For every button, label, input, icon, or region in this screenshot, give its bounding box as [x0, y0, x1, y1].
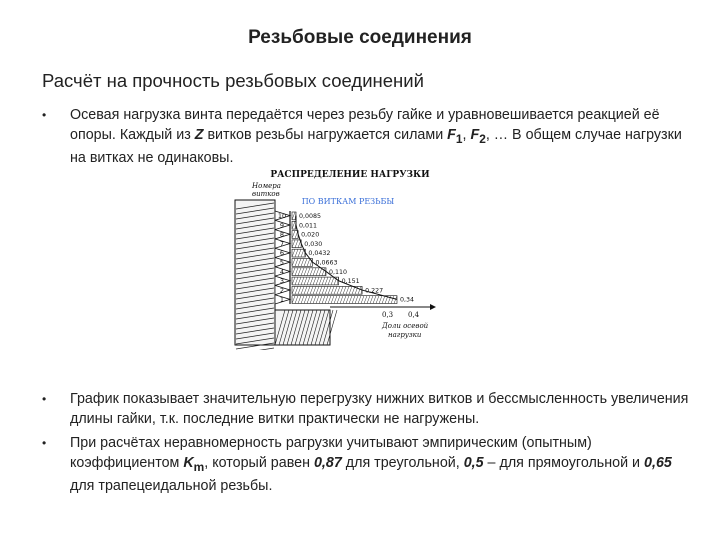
- load-value-label: 0,227: [365, 287, 384, 295]
- bullet-text: График показывает значительную перегрузку нижних витков и бессмысленность увеличения длины гайки, т.к. последние витки практически не нагружены.: [70, 391, 689, 427]
- load-value-label: 0,030: [304, 240, 323, 248]
- thread-number: 8: [279, 230, 285, 239]
- bullet-marker: •: [42, 436, 47, 450]
- load-distribution-diagram: [230, 165, 445, 350]
- thread-number: 5: [279, 258, 285, 267]
- load-value-label: 0,110: [328, 268, 348, 276]
- axis-tick-1: 0,3: [382, 311, 394, 319]
- side-label-2: витков: [252, 190, 280, 198]
- load-value-label: 0,020: [301, 231, 320, 239]
- section-title: Расчёт на прочность резьбовых соединений: [42, 70, 424, 91]
- thread-number: 3: [279, 277, 285, 286]
- thread-number: 10: [277, 212, 287, 220]
- thread-number: 1: [279, 295, 285, 304]
- load-value-label: 0,34: [400, 296, 415, 304]
- figure-subtitle-text: ПО ВИТКАМ РЕЗЬБЫ: [301, 197, 395, 206]
- thread-number: 2: [279, 286, 285, 295]
- thread-number: 4: [279, 267, 285, 276]
- axis-tick-2: 0,4: [408, 311, 420, 319]
- bullet-marker: •: [42, 392, 47, 406]
- thread-number: 7: [279, 239, 285, 248]
- slide-title: Резьбовые соединения: [248, 27, 472, 48]
- load-value-label: 0,151: [341, 278, 360, 286]
- thread-number: 9: [279, 221, 285, 230]
- load-bar: [292, 268, 326, 276]
- load-value-label: 0,0432: [308, 250, 331, 258]
- thread-number: 6: [279, 249, 285, 258]
- figure-title: РАСПРЕДЕЛЕНИЕ НАГРУЗКИ: [270, 170, 430, 180]
- load-value-label: 0,0085: [299, 213, 322, 220]
- axis-arrow-icon: [430, 304, 436, 310]
- axis-label-1: Доли осевой: [382, 322, 429, 330]
- bullet-marker: •: [42, 108, 47, 122]
- load-value-label: 0,0663: [315, 259, 338, 267]
- load-distribution-figure: [230, 165, 445, 350]
- axis-label-2: нагрузки: [388, 331, 422, 339]
- bullet-text: При расчётах неравномерность рагрузки учитывают эмпирическим (опытным) коэффициентом $K_m$, который равен 0,87 для треугольной, 0,5 – для прямоугольной и 0,65 для трапецеидальной резьбы.: [70, 435, 672, 494]
- bullet-text: Осевая нагрузка винта передаётся через резьбу гайке и уравновешивается реакцией её опоры. Каждый из Z витков резьбы нагружается силами $F_1$, $F_2$, … В общем случае нагрузки на витках не одинаковы.: [70, 107, 682, 166]
- load-value-label: 0,011: [299, 222, 318, 230]
- side-label-1: Номера: [252, 182, 281, 190]
